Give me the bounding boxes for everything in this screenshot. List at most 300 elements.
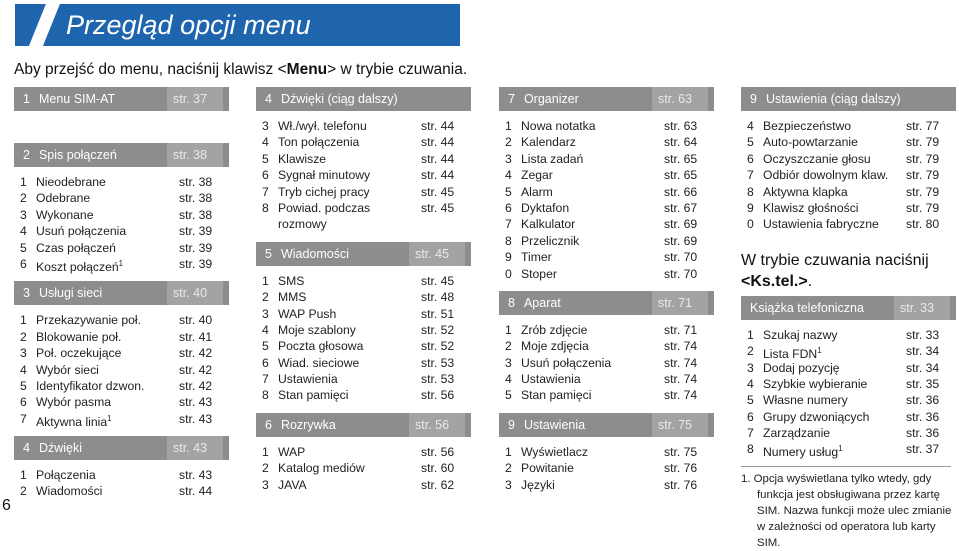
menu-item	[741, 151, 956, 167]
menu-item	[741, 118, 956, 134]
menu-item	[14, 223, 229, 239]
item-label-text: Koszt połączeń	[36, 260, 119, 275]
item-label-text: Stan pamięci	[521, 388, 592, 403]
item-label-text: Ton połączenia	[278, 135, 360, 150]
item-page-ref: str. 45	[421, 273, 455, 288]
menu-item	[14, 483, 229, 499]
item-label	[757, 425, 906, 441]
item-page-ref: str. 67	[664, 200, 698, 215]
item-page-ref: str. 43	[179, 395, 213, 410]
section-number: 1	[23, 92, 30, 106]
section-page-ref: str. 71	[652, 291, 708, 315]
item-label-text: Ustawienia fabryczne	[763, 217, 879, 232]
item-label-text: Wiadomości	[36, 484, 103, 499]
item-number: 1	[747, 327, 754, 342]
menu-section	[256, 413, 471, 502]
menu-item	[499, 216, 714, 232]
title-slash-decoration	[26, 0, 61, 52]
item-number: 7	[747, 168, 754, 183]
item-page-ref: str. 80	[906, 217, 940, 232]
page-title: Przegląd opcji menu	[66, 10, 311, 40]
section-items	[14, 460, 229, 509]
menu-item	[499, 444, 714, 460]
menu-item	[741, 441, 956, 460]
section-page-ref: str. 56	[409, 413, 465, 437]
section-number: 9	[508, 417, 515, 432]
item-page-ref: str. 40	[179, 313, 213, 328]
menu-item	[741, 134, 956, 150]
item-number: 6	[505, 200, 512, 215]
item-label-text: Wyświetlacz	[521, 444, 588, 459]
item-page-ref: str. 74	[664, 372, 698, 387]
menu-item	[499, 322, 714, 338]
menu-section	[256, 87, 471, 242]
item-label-text: Ustawienia	[521, 372, 581, 387]
item-number: 3	[262, 119, 269, 133]
section-name: Organizer	[523, 92, 579, 106]
item-label-text: Auto-powtarzanie	[763, 135, 858, 150]
item-label-text: WAP	[278, 444, 306, 459]
item-label-text: Dyktafon	[521, 200, 570, 215]
item-number: 8	[505, 233, 512, 248]
item-label	[30, 467, 179, 483]
menu-item	[741, 392, 956, 408]
footnote-marker: 1	[838, 444, 843, 454]
section-name: Ustawienia	[523, 417, 586, 432]
item-label	[272, 371, 421, 387]
item-label-text: Powitanie	[521, 461, 574, 476]
item-label-text: Zrób zdjęcie	[521, 322, 588, 337]
item-label	[272, 355, 421, 371]
item-label-text: Połączenia	[36, 468, 96, 483]
item-label	[30, 345, 179, 361]
item-label-text: Przekazywanie poł.	[36, 313, 141, 328]
item-label	[30, 240, 179, 256]
item-page-ref: str. 42	[179, 346, 213, 361]
menu-item	[256, 289, 471, 305]
section-page-ref: str. 38	[167, 143, 223, 167]
item-label	[272, 289, 421, 305]
section-number: 4	[265, 92, 272, 106]
item-number: 1	[20, 313, 27, 328]
item-label-text: Stoper	[521, 266, 557, 281]
column-1	[14, 87, 229, 509]
item-number: 5	[20, 240, 27, 255]
item-label	[515, 216, 664, 232]
menu-section	[499, 87, 714, 291]
item-number: 9	[747, 200, 754, 215]
item-label-text: Sygnał minutowy	[278, 168, 371, 183]
item-number: 6	[747, 409, 754, 424]
section-name: Menu SIM-AT	[38, 92, 116, 106]
section-items	[499, 111, 714, 291]
item-label-text: Klawisze	[278, 151, 327, 166]
item-label-text: Aktywna linia	[36, 414, 108, 429]
section-name: Spis połączeń	[38, 148, 117, 162]
item-number: 2	[505, 461, 512, 476]
phonebook-instruction	[741, 250, 956, 292]
section-page-ref: str. 33	[894, 296, 950, 320]
section-header	[14, 436, 229, 460]
footnote-marker: 1	[118, 258, 124, 268]
section-name: Usługi sieci	[38, 286, 103, 301]
item-label-text: Odebrane	[36, 191, 91, 206]
menu-item	[256, 387, 471, 403]
section-page-ref: str. 75	[652, 413, 708, 437]
menu-item	[741, 343, 956, 362]
menu-item	[14, 256, 229, 275]
menu-item	[14, 240, 229, 256]
item-label	[272, 134, 421, 150]
item-page-ref: str. 56	[421, 388, 455, 403]
item-label	[272, 387, 421, 403]
item-label-text: SMS	[278, 273, 305, 288]
menu-section	[499, 413, 714, 502]
item-label	[30, 378, 179, 394]
section-items	[256, 437, 471, 502]
item-page-ref: str. 52	[421, 339, 455, 354]
menu-item	[256, 338, 471, 354]
item-label-text: Wybór pasma	[36, 395, 112, 410]
item-label	[757, 376, 906, 392]
menu-section	[741, 87, 956, 242]
item-page-ref: str. 34	[906, 360, 940, 375]
menu-item	[741, 409, 956, 425]
item-page-ref: str. 43	[179, 411, 213, 426]
item-page-ref: str. 76	[664, 461, 698, 476]
item-page-ref: str. 44	[421, 168, 455, 183]
section-header	[499, 413, 714, 437]
menu-item	[14, 411, 229, 427]
item-page-ref: str. 65	[664, 168, 698, 183]
item-label	[515, 233, 664, 249]
section-items	[499, 437, 714, 502]
item-number: 0	[747, 217, 754, 232]
menu-section	[14, 281, 229, 436]
item-label-text: Ustawienia	[278, 372, 338, 387]
item-number: 5	[505, 184, 512, 199]
section-page-ref: str. 45	[409, 242, 465, 266]
phonebook-key-label: <Ks.tel.>	[741, 272, 808, 290]
item-number: 2	[505, 135, 512, 150]
item-label	[272, 151, 421, 167]
menu-item	[256, 444, 471, 460]
section-name: Dźwięki	[38, 441, 83, 456]
item-number: 3	[20, 207, 27, 222]
item-page-ref: str. 63	[664, 119, 698, 133]
item-page-ref: str. 38	[179, 191, 213, 206]
intro-text: Aby przejść do menu, naciśnij klawisz <Menu> w trybie czuwania.	[14, 61, 468, 78]
section-title	[750, 301, 864, 315]
section-title	[508, 92, 579, 106]
section-items	[14, 111, 229, 143]
item-label	[515, 338, 664, 354]
item-number: 5	[20, 378, 27, 393]
section-page-ref: str. 43	[167, 436, 223, 460]
menu-item	[499, 151, 714, 167]
item-page-ref: str. 62	[421, 477, 455, 492]
item-label-text: Numery usług	[763, 445, 839, 460]
item-number: 3	[20, 346, 27, 361]
item-label	[272, 118, 421, 134]
item-label-text: Bezpieczeństwo	[763, 119, 852, 133]
item-number: 4	[505, 168, 512, 183]
item-page-ref: str. 42	[179, 378, 213, 393]
section-page-ref: str. 37	[167, 87, 223, 111]
menu-item	[256, 118, 471, 134]
item-number: 8	[747, 184, 754, 199]
item-number: 7	[20, 411, 27, 426]
item-label	[30, 411, 179, 427]
menu-item	[14, 345, 229, 361]
section-title	[23, 92, 115, 106]
menu-item	[256, 134, 471, 150]
item-page-ref: str. 60	[421, 461, 455, 476]
section-number: 3	[23, 286, 30, 301]
item-label-text: Aktywna klapka	[763, 184, 848, 199]
menu-item	[741, 376, 956, 392]
item-page-ref: str. 45	[421, 200, 455, 215]
item-number: 5	[747, 393, 754, 408]
item-label	[30, 190, 179, 206]
item-label-text: Identyfikator dzwon.	[36, 378, 145, 393]
section-items	[499, 315, 714, 413]
section-items	[741, 320, 956, 460]
item-label	[272, 322, 421, 338]
item-page-ref: str. 52	[421, 322, 455, 337]
item-label-text: Zarządzanie	[763, 426, 831, 441]
section-title	[508, 296, 561, 310]
item-page-ref: str. 79	[906, 200, 940, 215]
item-number: 7	[262, 372, 269, 387]
section-items	[256, 266, 471, 413]
item-label	[515, 249, 664, 265]
item-page-ref: str. 39	[179, 224, 213, 239]
item-label-text: Alarm	[521, 184, 553, 199]
item-number: 5	[262, 151, 269, 166]
item-label	[515, 371, 664, 387]
item-label	[272, 167, 421, 183]
item-label	[515, 444, 664, 460]
item-number: 4	[747, 119, 754, 133]
section-number: 7	[508, 92, 515, 106]
item-label	[515, 266, 664, 282]
item-label	[515, 355, 664, 371]
item-label-text: Poł. oczekujące	[36, 346, 122, 361]
menu-item	[256, 371, 471, 387]
item-label	[757, 134, 906, 150]
menu-item	[741, 327, 956, 343]
item-number: 4	[505, 372, 512, 387]
item-label-text: Blokowanie poł.	[36, 329, 122, 344]
item-label-text: MMS	[278, 290, 307, 305]
item-page-ref: str. 79	[906, 184, 940, 199]
item-page-ref: str. 48	[421, 290, 455, 305]
item-page-ref: str. 36	[906, 426, 940, 441]
item-number: 6	[262, 168, 269, 183]
section-number: 5	[265, 246, 272, 261]
item-label	[757, 167, 906, 183]
item-label	[272, 306, 421, 322]
section-header	[256, 242, 471, 266]
item-page-ref: str. 39	[179, 256, 213, 271]
item-label-text: Wiad. sieciowe	[278, 355, 360, 370]
item-label	[757, 118, 906, 134]
item-label-text: Zegar	[521, 168, 553, 183]
item-number: 2	[262, 461, 269, 476]
item-page-ref: str. 79	[906, 168, 940, 183]
item-label	[30, 394, 179, 410]
menu-item	[256, 322, 471, 338]
item-label-text: Nowa notatka	[521, 119, 596, 133]
item-number: 3	[505, 477, 512, 492]
item-page-ref: str. 45	[421, 184, 455, 199]
item-number: 3	[505, 355, 512, 370]
section-title	[750, 92, 901, 106]
section-page-ref: str. 63	[652, 87, 708, 111]
menu-section	[256, 242, 471, 413]
menu-item	[499, 249, 714, 265]
item-label	[757, 392, 906, 408]
item-number: 1	[505, 444, 512, 459]
menu-item	[499, 266, 714, 282]
item-label	[272, 200, 421, 233]
item-page-ref: str. 38	[179, 175, 213, 189]
item-number: 6	[20, 395, 27, 410]
item-page-ref: str. 41	[179, 329, 213, 344]
item-label-text: Grupy dzwoniących	[763, 409, 870, 424]
item-number: 6	[747, 151, 754, 166]
item-page-ref: str. 70	[664, 266, 698, 281]
section-header	[14, 281, 229, 305]
item-label	[757, 441, 906, 460]
item-number: 6	[20, 256, 27, 271]
menu-item	[499, 233, 714, 249]
item-label-text: Języki	[521, 477, 555, 492]
menu-item	[256, 306, 471, 322]
item-label-text: Powiad. podczas rozmowy	[278, 200, 371, 232]
item-number: 3	[505, 151, 512, 166]
item-label	[515, 460, 664, 476]
item-label	[515, 387, 664, 403]
section-header	[256, 87, 471, 111]
item-page-ref: str. 75	[664, 444, 698, 459]
section-page-ref: str. 40	[167, 281, 223, 305]
menu-item	[499, 184, 714, 200]
section-name: Wiadomości	[280, 246, 350, 261]
note-post: .	[807, 272, 813, 290]
menu-section	[14, 87, 229, 143]
section-title	[265, 92, 398, 106]
item-page-ref: str. 42	[179, 362, 213, 377]
menu-section	[14, 143, 229, 281]
item-page-ref: str. 69	[664, 233, 698, 248]
item-page-ref: str. 71	[664, 322, 698, 337]
item-label-text: Szybkie wybieranie	[763, 376, 868, 391]
item-page-ref: str. 39	[179, 240, 213, 255]
item-number: 4	[747, 376, 754, 391]
column-4	[741, 87, 956, 551]
section-items	[256, 111, 471, 242]
item-label	[30, 483, 179, 499]
section-items	[14, 167, 229, 281]
item-label-text: Kalkulator	[521, 217, 576, 232]
item-label-text: Moje zdjęcia	[521, 339, 589, 354]
item-number: 2	[747, 344, 754, 359]
section-number: 9	[750, 92, 757, 106]
item-page-ref: str. 44	[179, 484, 213, 499]
menu-item	[499, 371, 714, 387]
menu-item	[499, 338, 714, 354]
footnote: 1. Opcja wyświetlana tylko wtedy, gdy funkcja jest obsługiwana przez kartę SIM. Nazwa funkcji może ulec zmianie w zależności od operatora lub karty SIM.	[741, 472, 952, 549]
column-2	[256, 87, 471, 502]
item-number: 2	[505, 339, 512, 354]
section-header	[741, 87, 956, 111]
item-label	[757, 184, 906, 200]
page-number: 6	[2, 497, 11, 514]
item-label	[757, 409, 906, 425]
item-number: 1	[262, 444, 269, 459]
menu-section	[14, 436, 229, 509]
menu-item	[14, 190, 229, 206]
note-pre: W trybie czuwania naciśnij	[741, 251, 929, 269]
item-label	[757, 327, 906, 343]
item-page-ref: str. 69	[664, 217, 698, 232]
item-label-text: Własne numery	[763, 393, 848, 408]
item-page-ref: str. 51	[421, 306, 455, 321]
menu-item	[499, 460, 714, 476]
section-number: 4	[23, 441, 30, 456]
item-label-text: Timer	[521, 250, 552, 265]
item-number: 8	[262, 200, 269, 215]
item-label	[272, 184, 421, 200]
item-page-ref: str. 53	[421, 372, 455, 387]
item-label	[30, 223, 179, 239]
item-page-ref: str. 36	[906, 393, 940, 408]
item-label-text: JAVA	[278, 477, 307, 492]
item-number: 5	[505, 388, 512, 403]
section-number: 2	[23, 148, 30, 162]
section-title	[265, 247, 349, 261]
menu-item	[499, 200, 714, 216]
item-label	[757, 151, 906, 167]
item-number: 1	[20, 175, 27, 189]
item-label	[272, 477, 421, 493]
item-label-text: Wybór sieci	[36, 362, 99, 377]
item-number: 0	[505, 266, 512, 281]
item-number: 3	[262, 306, 269, 321]
item-number: 2	[20, 329, 27, 344]
section-title	[23, 286, 102, 300]
item-label	[30, 174, 179, 190]
item-label-text: Przelicznik	[521, 233, 580, 248]
item-page-ref: str. 44	[421, 151, 455, 166]
menu-item	[14, 174, 229, 190]
menu-item	[741, 184, 956, 200]
section-name: Dźwięki (ciąg dalszy)	[280, 92, 398, 106]
item-number: 3	[747, 360, 754, 375]
item-label	[272, 460, 421, 476]
item-page-ref: str. 79	[906, 151, 940, 166]
item-label	[757, 200, 906, 216]
section-number: 6	[265, 417, 272, 432]
footnote-marker: 1	[817, 346, 822, 356]
menu-key-label: Menu	[286, 61, 328, 78]
item-label-text: Lista zadań	[521, 151, 584, 166]
item-number: 1	[505, 322, 512, 337]
item-number: 9	[505, 250, 512, 265]
section-header	[741, 296, 956, 320]
